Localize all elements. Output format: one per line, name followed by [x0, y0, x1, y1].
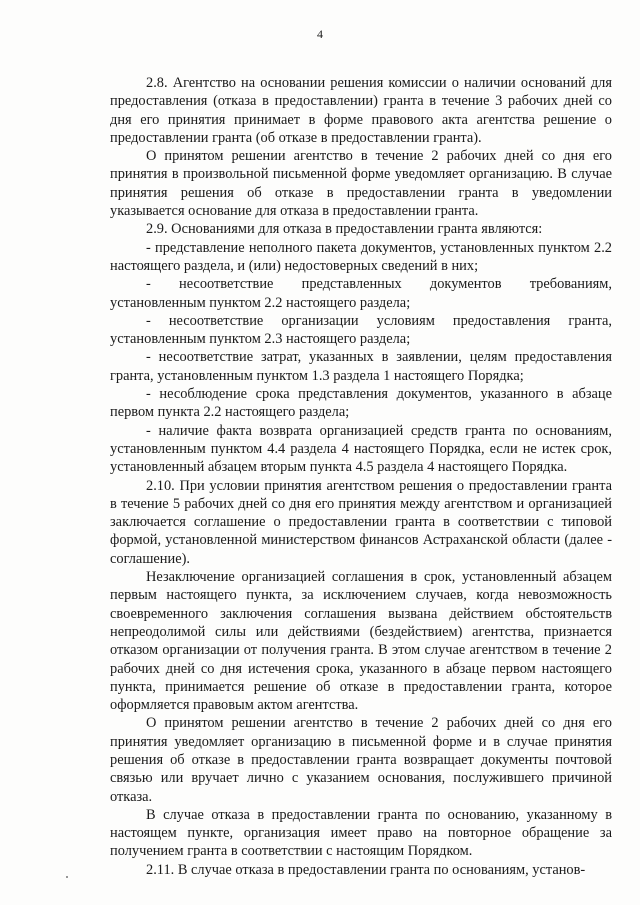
ground-item-document-requirements: - несоответствие представленных документов требованиям, установленным пунктом 2.2 настоящего раздела;	[110, 276, 612, 311]
document-body	[110, 74, 612, 879]
ground-item-deadline-violation: - несоблюдение срока представления документов, указанного в абзаце первом пункта 2.2 настоящего раздела;	[110, 386, 612, 421]
paragraph-2-8: 2.8. Агентство на основании решения комиссии о наличии оснований для предоставления (отказа в предоставлении) гранта в течение 3 рабочих дней со дня его принятия принимает в форме правового акта агентства решение о предоставлении гранта (об отказе в предоставлении гранта).	[110, 75, 612, 146]
ground-item-cost-purpose-mismatch: - несоответствие затрат, указанных в заявлении, целям предоставления гранта, установленным пунктом 1.3 раздела 1 настоящего Порядка;	[110, 349, 612, 384]
paragraph-2-10-notice: О принятом решении агентство в течение 2 рабочих дней со дня его принятия уведомляет организацию в письменной форме и в случае принятия решения об отказе в предоставлении гранта возвращает документы почтовой связью или вручает лично с указанием основания, послужившего причиной отказа.	[110, 715, 612, 805]
paragraph-2-11-start: 2.11. В случае отказа в предоставлении гранта по основаниям, установ-	[146, 861, 586, 878]
scan-dot-mark	[66, 876, 68, 878]
ground-item-incomplete-documents: - представление неполного пакета документов, установленных пунктом 2.2 настоящего раздела, и (или) недостоверных сведений в них;	[110, 239, 612, 274]
ground-item-organization-conditions: - несоответствие организации условиям предоставления гранта, установленным пунктом 2.3 настоящего раздела;	[110, 312, 612, 348]
page-number: 4	[317, 27, 323, 41]
paragraph-2-9-heading: 2.9. Основаниями для отказа в предоставлении гранта являются:	[146, 221, 543, 238]
ground-item-grant-return: - наличие факта возврата организацией средств гранта по основаниям, установленным пунктом 4.4 раздела 4 настоящего Порядка, если не истек срок, установленный абзацем вторым пункта 4.5 раздела 4 настоящего Порядка.	[110, 422, 612, 476]
paragraph-2-8-notice: О принятом решении агентство в течение 2 рабочих дней со дня его принятия в произвольной письменной форме уведомляет организацию. В случае принятия решения об отказе в предоставлении гранта в уведомлении указывается основание для отказа в предоставлении гранта.	[110, 148, 612, 220]
paragraph-2-10-non-conclusion: Незаключение организацией соглашения в срок, установленный абзацем первым настоящего пункта, за исключением случаев, когда невозможность своевременного заключения соглашения вызвана действием обстоятельств непреодолимой силы или действиями (бездействием) агентства, признается отказом организации от получения гранта. В этом случае агентством в течение 2 рабочих дней со дня истечения срока, указанного в абзаце первом настоящего пункта, принимается решение об отказе в предоставлении гранта, которое оформляется правовым актом агентства.	[110, 569, 612, 714]
paragraph-2-10-reapply: В случае отказа в предоставлении гранта по основанию, указанному в настоящем пункте, организация имеет право на повторное обращение за получением гранта в соответствии с настоящим Порядком.	[110, 806, 612, 860]
paragraph-2-10: 2.10. При условии принятия агентством решения о предоставлении гранта в течение 5 рабочих дней со дня его принятия между агентством и организацией заключается соглашение о предоставлении гранта в соответствии с типовой формой, установленной министерством финансов Астраханской области (далее - соглашение).	[110, 477, 612, 567]
